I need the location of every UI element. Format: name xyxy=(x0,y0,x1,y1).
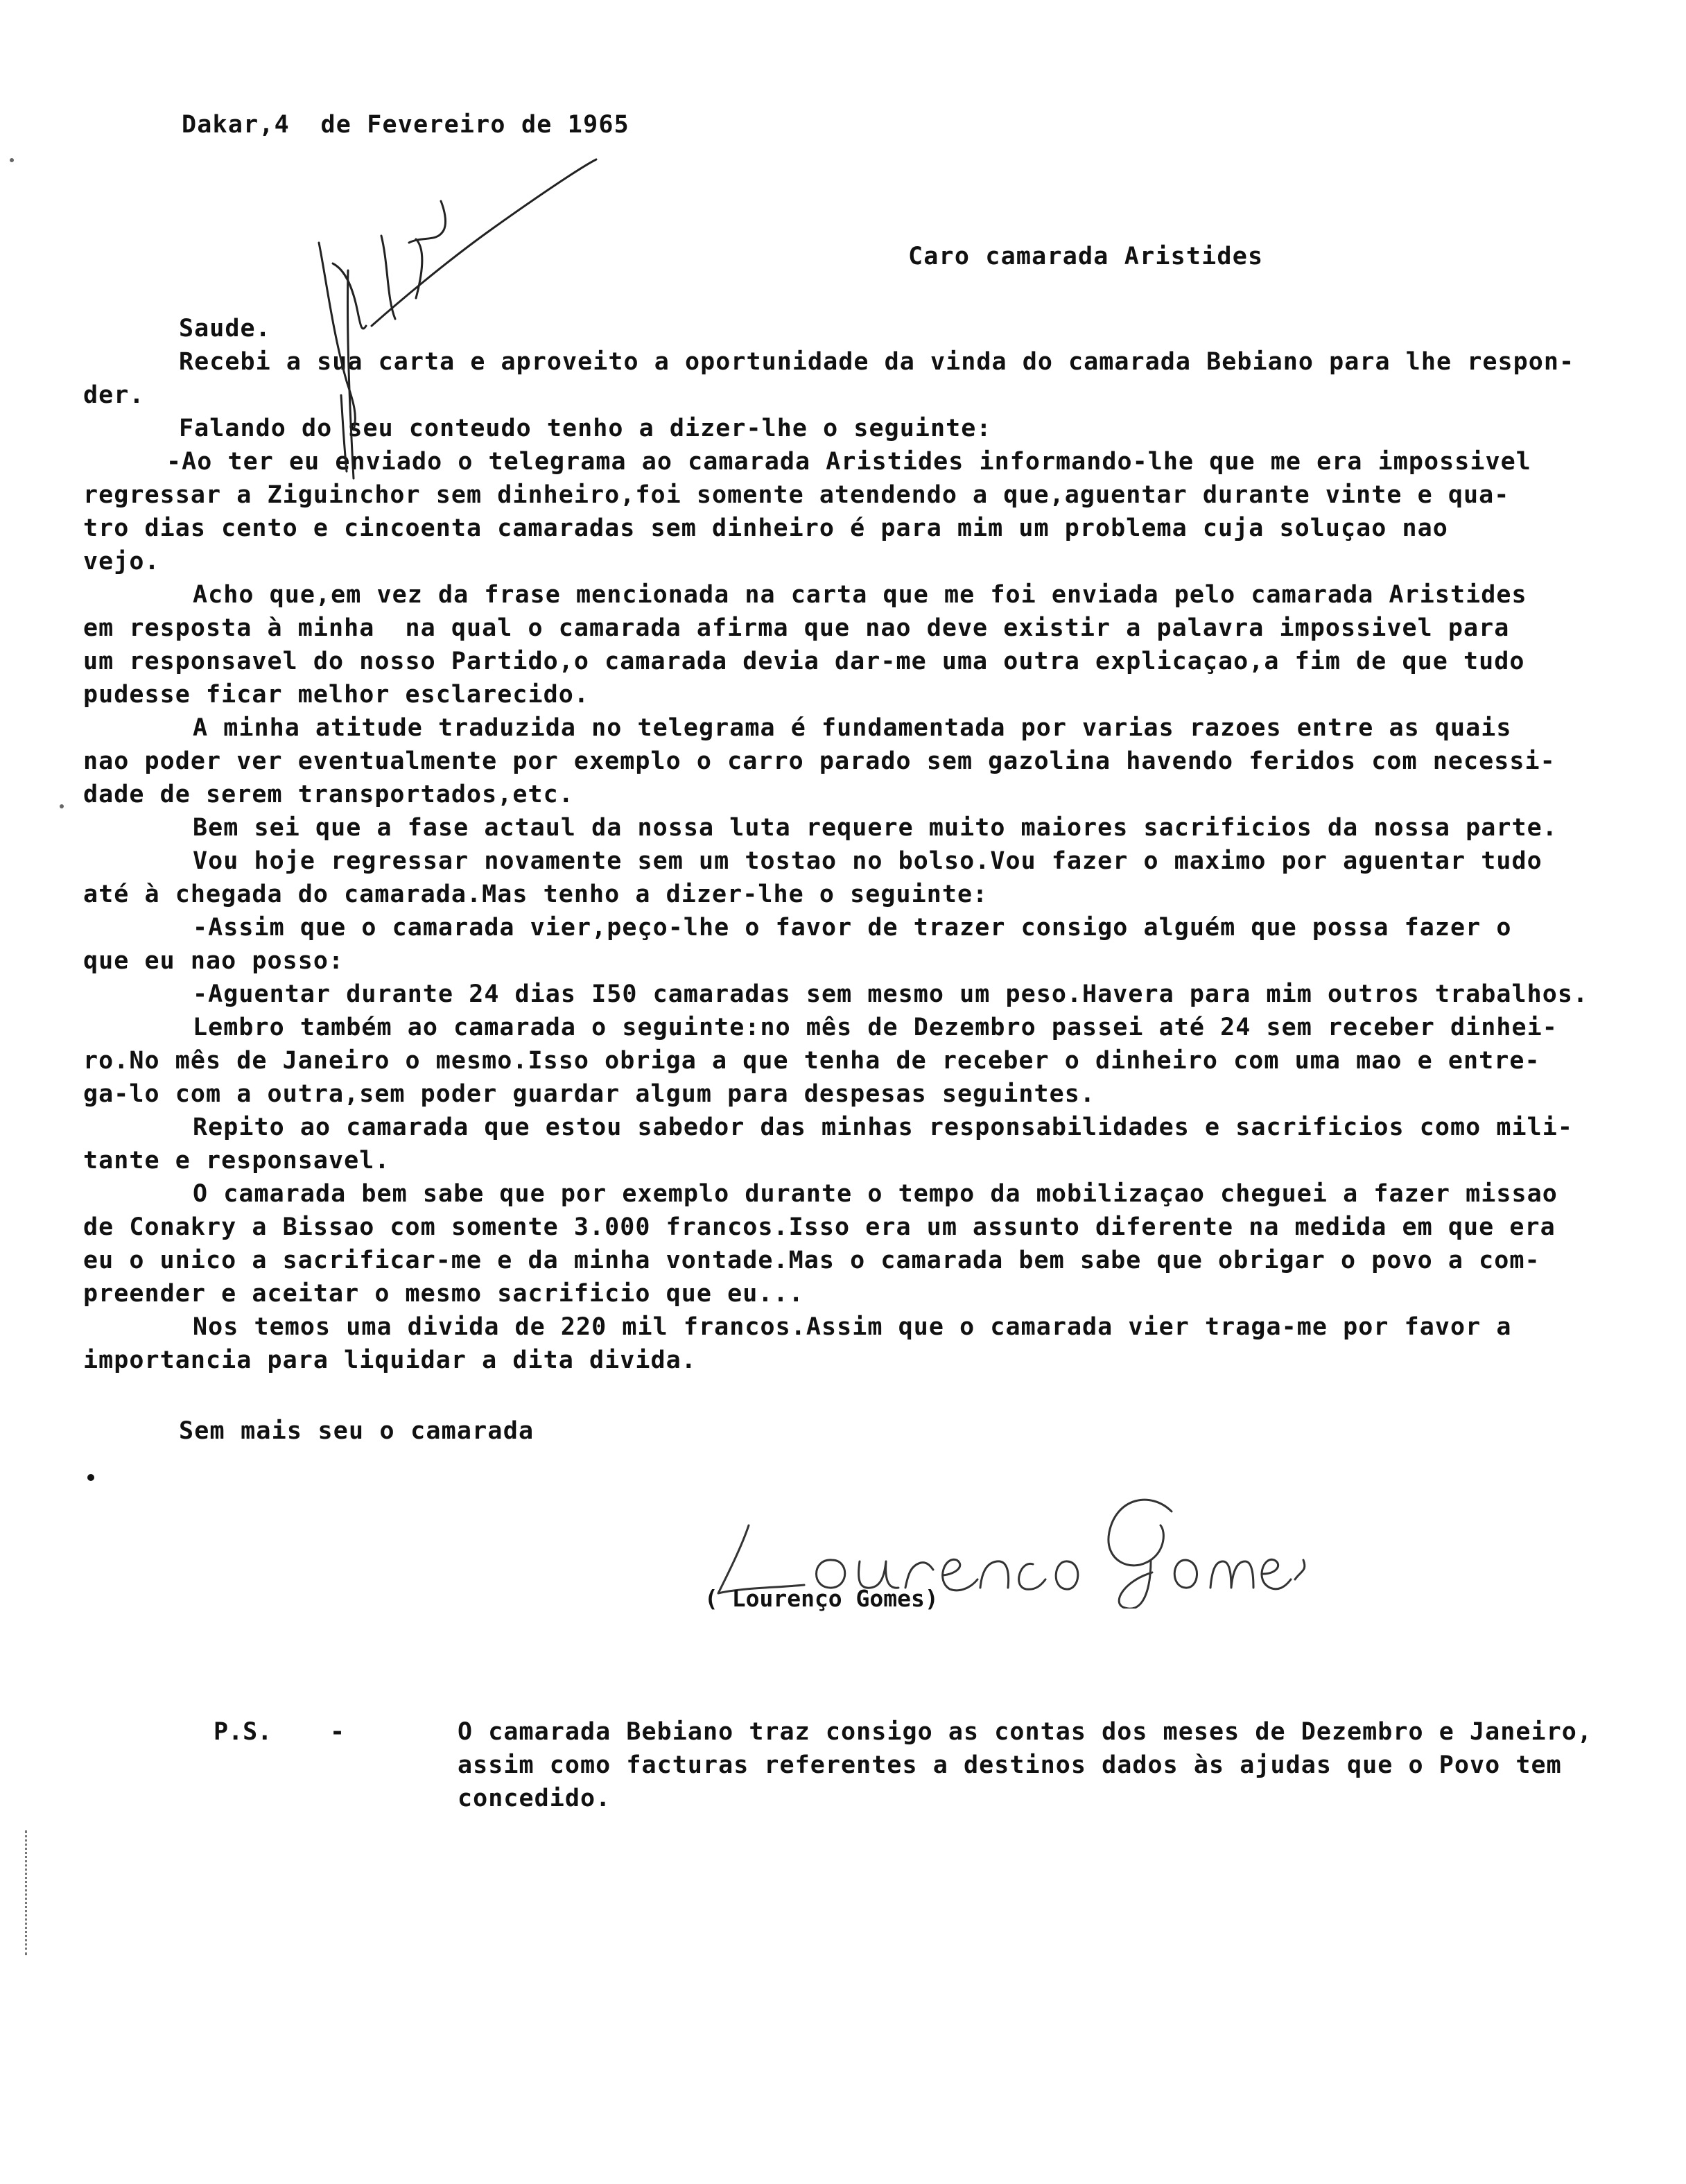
paragraph-atitude xyxy=(83,711,1636,811)
body-line: pudesse ficar melhor esclarecido. xyxy=(83,681,590,709)
paragraph-recebi xyxy=(83,345,1636,412)
postscript-label: P.S. xyxy=(214,1718,272,1746)
paragraph-lembro xyxy=(83,1011,1636,1111)
body-line: até à chegada do camarada.Mas tenho a dizer-lhe o seguinte: xyxy=(83,881,989,908)
letter-greeting: Caro camarada Aristides xyxy=(908,243,1264,270)
paragraph-assim xyxy=(83,911,1636,978)
paragraph-falando xyxy=(83,412,1636,445)
postscript-text xyxy=(458,1715,1650,1815)
body-line: regressar a Ziguinchor sem dinheiro,foi somente atendendo a que,aguentar durante vinte e qua- xyxy=(83,481,1510,509)
margin-binding-marks xyxy=(25,1830,30,1955)
body-line: der. xyxy=(83,381,145,409)
body-line: nao poder ver eventualmente por exemplo o carro parado sem gazolina havendo feridos com necessi- xyxy=(83,747,1556,775)
body-line: um responsavel do nosso Partido,o camarada devia dar-me uma outra explicaçao,a fim de que tudo xyxy=(83,648,1525,675)
body-line: vejo. xyxy=(83,548,160,575)
body-line: -Ao ter eu enviado o telegrama ao camarada Aristides informando-lhe que me era impossivel xyxy=(166,448,1531,476)
letter-closing: Sem mais seu o camarada xyxy=(179,1417,535,1445)
letter-date: Dakar,4 de Fevereiro de 1965 xyxy=(182,111,629,139)
paragraph-repito xyxy=(83,1111,1636,1177)
body-line: O camarada bem sabe que por exemplo durante o tempo da mobilizaçao cheguei a fazer missao xyxy=(193,1180,1558,1208)
postscript-dash: - xyxy=(330,1718,345,1746)
body-line: ro.No mês de Janeiro o mesmo.Isso obriga a que tenha de receber o dinheiro com uma mao e entre- xyxy=(83,1047,1540,1075)
margin-dot xyxy=(10,158,14,162)
body-line: eu o unico a sacrificar-me e da minha vontade.Mas o camarada bem sabe que obrigar o povo a com- xyxy=(83,1247,1540,1274)
body-line: tro dias cento e cincoenta camaradas sem dinheiro é para mim um problema cuja soluçao nao xyxy=(83,514,1448,542)
body-line: Bem sei que a fase actaul da nossa luta requere muito maiores sacrificios da nossa parte. xyxy=(193,814,1558,842)
body-line: Acho que,em vez da frase mencionada na carta que me foi enviada pelo camarada Aristides xyxy=(193,581,1527,609)
bullet-mark xyxy=(87,1474,94,1481)
body-line: -Aguentar durante 24 dias I50 camaradas sem mesmo um peso.Havera para mim outros trabalhos. xyxy=(193,980,1589,1008)
postscript-line: assim como facturas referentes a destinos dados às ajudas que o Povo tem xyxy=(458,1751,1562,1779)
body-line: em resposta à minha na qual o camarada afirma que nao deve existir a palavra impossivel para xyxy=(83,614,1510,642)
postscript-line: O camarada Bebiano traz consigo as contas dos meses de Dezembro e Janeiro, xyxy=(458,1718,1593,1746)
body-line: importancia para liquidar a dita divida. xyxy=(83,1346,697,1374)
body-line: Lembro também ao camarada o seguinte:no mês de Dezembro passei até 24 sem receber dinhei- xyxy=(193,1014,1558,1041)
body-line: Nos temos uma divida de 220 mil francos.Assim que o camarada vier traga-me por favor a xyxy=(193,1313,1512,1341)
paragraph-saude xyxy=(83,312,1636,345)
body-line: preender e aceitar o mesmo sacrificio que eu... xyxy=(83,1280,804,1308)
paragraph-regressar xyxy=(83,844,1636,911)
body-line: que eu nao posso: xyxy=(83,947,345,975)
paragraph-telegrama xyxy=(83,445,1636,578)
body-line: A minha atitude traduzida no telegrama é fundamentada por varias razoes entre as quais xyxy=(193,714,1512,742)
letter-body xyxy=(83,312,1636,1377)
postscript-line: concedido. xyxy=(458,1785,611,1812)
paragraph-fase xyxy=(83,811,1636,844)
margin-dot xyxy=(60,804,64,808)
body-line: Vou hoje regressar novamente sem um tostao no bolso.Vou fazer o maximo por aguentar tudo xyxy=(193,847,1542,875)
paragraph-mobilizacao xyxy=(83,1177,1636,1310)
body-line: de Conakry a Bissao com somente 3.000 francos.Isso era um assunto diferente na medida em que era xyxy=(83,1213,1556,1241)
body-line: Repito ao camarada que estou sabedor das minhas responsabilidades e sacrificios como mili- xyxy=(193,1113,1573,1141)
body-line: tante e responsavel. xyxy=(83,1147,390,1175)
body-line: Saude. xyxy=(179,315,271,343)
body-line: -Assim que o camarada vier,peço-lhe o favor de trazer consigo alguém que possa fazer o xyxy=(193,914,1512,942)
body-line: ga-lo com a outra,sem poder guardar algum para despesas seguintes. xyxy=(83,1080,1096,1108)
body-line: Recebi a sua carta e aproveito a oportunidade da vinda do camarada Bebiano para lhe respon- xyxy=(179,348,1575,376)
body-line: dade de serem transportados,etc. xyxy=(83,781,574,808)
paragraph-acho xyxy=(83,578,1636,711)
body-line: Falando do seu conteudo tenho a dizer-lhe o seguinte: xyxy=(179,415,992,442)
signature-typed-name: ( Lourenço Gomes) xyxy=(704,1585,939,1612)
paragraph-aguentar xyxy=(83,978,1636,1011)
paragraph-divida xyxy=(83,1310,1636,1377)
